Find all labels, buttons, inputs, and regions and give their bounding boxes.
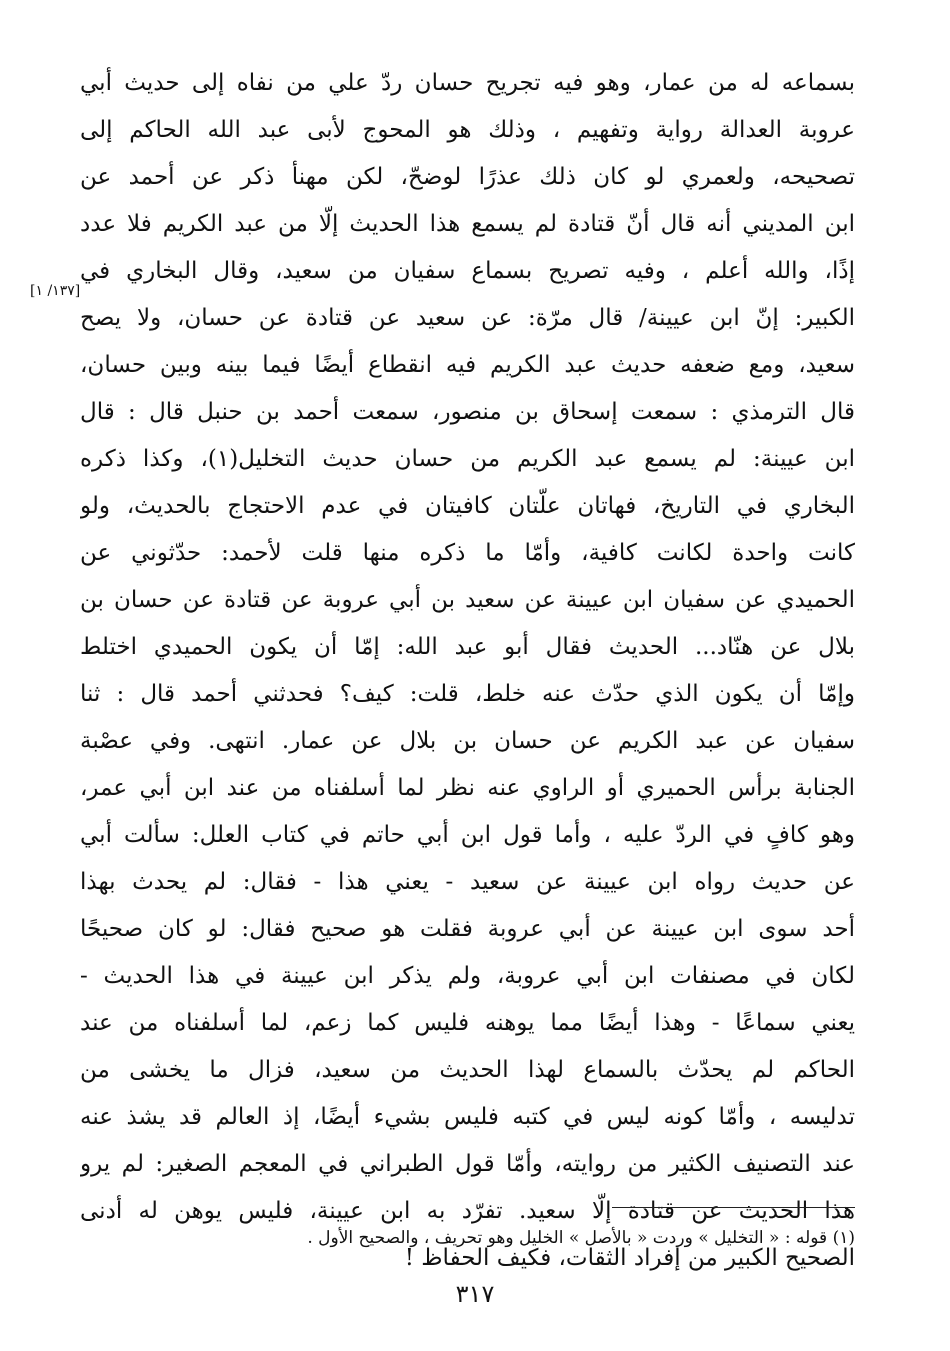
- text-line: الحميدي عن سفيان ابن عيينة عن سعيد بن أبي عروبة عن قتادة عن حسان بن: [80, 587, 855, 613]
- footnote-divider: [612, 1207, 855, 1208]
- text-line: بلال عن هنّاد... الحديث فقال أبو عبد الله: إمّا أن يكون الحميدي اختلط: [80, 634, 855, 660]
- text-line: هذا الحديث عن قتادة إلّا سعيد. تفرّد به ابن عيينة، فليس يوهن له أدنى: [80, 1198, 855, 1224]
- text-line: عند التصنيف الكثير من روايته، وأمّا قول الطبراني في المعجم الصغير: لم يرو: [80, 1151, 855, 1177]
- text-line: قال الترمذي : سمعت إسحاق بن منصور، سمعت أحمد بن حنبل قال : قال: [80, 399, 855, 425]
- text-line: البخاري في التاريخ، فهاتان علّتان كافيتان في عدم الاحتجاج بالحديث، ولو: [80, 493, 855, 519]
- text-line: الجنابة برأس الحميري أو الراوي عنه نظر لما أسلفناه من عند ابن أبي عمر،: [80, 775, 855, 801]
- text-line: بسماعه له من عمار، وهو فيه تجريح حسان ردّ علي من نفاه إلى حديث أبي: [80, 70, 855, 96]
- text-line: أحد سوى ابن عيينة عن أبي عروبة فقلت هو صحيح فقال: لو كان صحيحًا: [80, 916, 855, 942]
- text-line: كانت واحدة لكانت كافية، وأمّا ما ذكره منها قلت لأحمد: حدّثوني عن: [80, 540, 855, 566]
- main-text: [80, 60, 855, 1282]
- text-line: سعيد، ومع ضعفه حديث عبد الكريم فيه انقطاع أيضًا فيما بينه وبين حسان،: [80, 352, 855, 378]
- text-line: الحاكم لم يحدّث بالسماع لهذا الحديث من سعيد، فزال ما يخشى من: [80, 1057, 855, 1083]
- text-line: ابن عيينة: لم يسمع عبد الكريم من حسان حديث التخليل(١)، وكذا ذكره: [80, 446, 855, 472]
- text-line: يعني سماعًا - وهذا أيضًا مما يوهنه فليس كما زعم، لما أسلفناه من عند: [80, 1010, 855, 1036]
- text-line: الصحيح الكبير من إفراد الثقات، فكيف الحفاظ !: [404, 1245, 855, 1271]
- text-line: عن حديث رواه ابن عيينة عن سعيد - يعني هذا - فقال: لم يحدث بهذا: [80, 869, 855, 895]
- text-line: ابن المديني أنه قال أنّ قتادة لم يسمع هذا الحديث إلّا من عبد الكريم فلا عدد: [80, 211, 855, 237]
- text-line: وإمّا أن يكون الذي حدّث عنه خلط، قلت: كيف؟ فحدثني أحمد قال : ثنا: [80, 681, 855, 707]
- footnote: (١) قوله : « التخليل » وردت « بالأصل » الخليل وهو تحريف ، والصحيح الأول .: [307, 1228, 855, 1248]
- text-line: لكان في مصنفات ابن أبي عروبة، ولم يذكر ابن عيينة في هذا الحديث -: [80, 963, 855, 989]
- page-number: ٣١٧: [455, 1280, 495, 1308]
- text-line: وهو كافٍ في الردّ عليه ، وأما قول ابن أبي حاتم في كتاب العلل: سألت أبي: [80, 822, 855, 848]
- text-line: إذًا، والله أعلم ، وفيه تصريح بسماع سفيان من سعيد، وقال البخاري في: [80, 258, 855, 284]
- text-line: تصحيحه، ولعمري لو كان ذلك عذرًا لوضحّ، لكن مهنأ ذكر عن أحمد عن: [80, 164, 855, 190]
- margin-page-reference: [١٣٧/ ١]: [30, 283, 81, 299]
- text-line: الكبير: إنّ ابن عيينة/ قال مرّة: عن سعيد عن قتادة عن حسان، ولا يصح: [80, 305, 855, 331]
- text-line: سفيان عن عبد الكريم عن حسان بن بلال عن عمار. انتهى. وفي عصْبة: [80, 728, 855, 754]
- text-line: تدليسه ، وأمّا كونه ليس في كتبه فليس بشيء أيضًا، إذ العالم قد يشذ عنه: [80, 1104, 855, 1130]
- text-line: عروبة العدالة رواية وتفهيم ، وذلك هو المحوج لأبى عبد الله الحاكم إلى: [80, 117, 855, 143]
